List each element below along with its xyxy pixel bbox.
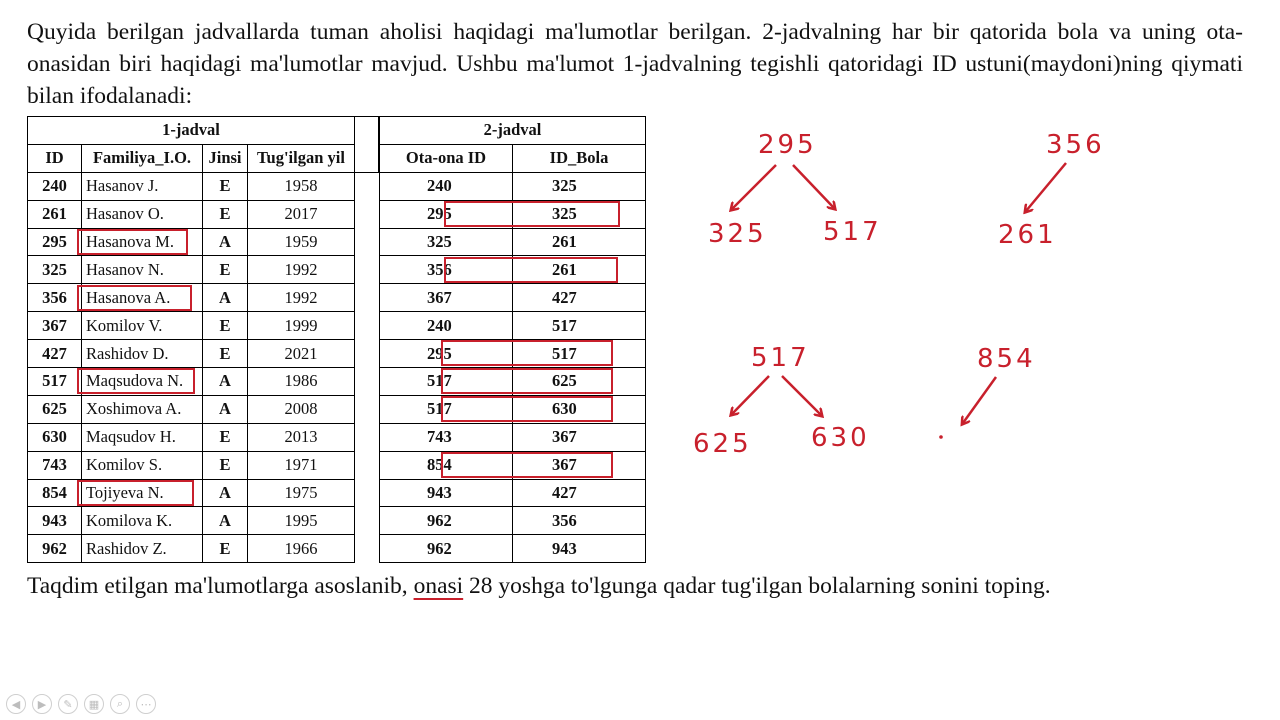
cell-birth-year: 1958 (248, 172, 355, 200)
tree-parent-label: 295 (758, 130, 817, 160)
col-header-parent-id: Ota-ona ID (380, 144, 513, 172)
underlined-word: onasi (413, 573, 464, 599)
cell-child-id: 261 (513, 228, 646, 256)
cell-parent-id: 517 (380, 368, 513, 396)
cell-name: Hasanova M. (82, 228, 203, 256)
ink-dot (939, 435, 943, 439)
tree-854 (939, 344, 1035, 439)
cell-id: 943 (28, 507, 82, 535)
cell-id: 517 (28, 368, 82, 396)
cell-gender: E (203, 340, 248, 368)
slideshow-toolbar (6, 694, 156, 714)
question-paragraph (27, 570, 1243, 602)
cell-gender: E (203, 535, 248, 563)
cell-parent-id: 295 (380, 340, 513, 368)
tree-parent-label: 517 (751, 343, 810, 373)
cell-child-id: 356 (513, 507, 646, 535)
cell-gender: E (203, 312, 248, 340)
cell-birth-year: 1992 (248, 256, 355, 284)
cell-parent-id: 295 (380, 200, 513, 228)
tree-517 (693, 343, 870, 459)
cell-parent-id: 356 (380, 256, 513, 284)
pen-icon[interactable]: ✎ (58, 694, 78, 714)
cell-name: Hasanova A. (82, 284, 203, 312)
cell-gender: A (203, 284, 248, 312)
tree-356 (998, 130, 1105, 250)
cell-child-id: 325 (513, 172, 646, 200)
tree-parent-label: 854 (977, 344, 1036, 374)
cell-birth-year: 1986 (248, 368, 355, 396)
cell-parent-id: 854 (380, 451, 513, 479)
cell-birth-year: 2008 (248, 395, 355, 423)
table-1-title: 1-jadval (28, 117, 355, 145)
cell-name: Komilova K. (82, 507, 203, 535)
cell-name: Rashidov Z. (82, 535, 203, 563)
cell-child-id: 325 (513, 200, 646, 228)
cell-parent-id: 325 (380, 228, 513, 256)
cell-gender: A (203, 368, 248, 396)
tree-child-label: 261 (998, 220, 1057, 250)
col-header-name: Familiya_I.O. (82, 144, 203, 172)
cell-id: 625 (28, 395, 82, 423)
cell-child-id: 517 (513, 312, 646, 340)
cell-birth-year: 1966 (248, 535, 355, 563)
cell-name: Maqsudova N. (82, 368, 203, 396)
question-text-end: 28 yoshga to'lgunga qadar tug'ilgan bolalarning sonini toping. (463, 573, 1051, 599)
tree-child-label: 630 (811, 423, 870, 453)
cell-child-id: 367 (513, 423, 646, 451)
cell-name: Hasanov J. (82, 172, 203, 200)
arrow (782, 376, 821, 415)
cell-name: Komilov V. (82, 312, 203, 340)
cell-name: Rashidov D. (82, 340, 203, 368)
cell-parent-id: 962 (380, 507, 513, 535)
tree-child-label: 625 (693, 429, 752, 459)
arrow (963, 377, 996, 423)
cell-name: Hasanov N. (82, 256, 203, 284)
cell-id: 962 (28, 535, 82, 563)
cell-birth-year: 2013 (248, 423, 355, 451)
cell-child-id: 630 (513, 395, 646, 423)
cell-gender: A (203, 507, 248, 535)
intro-paragraph: Quyida berilgan jadvallarda tuman aholisi haqidagi ma'lumotlar berilgan. 2-jadvalning har bir qatorida bola va uning ota-onasidan biri haqidagi ma'lumotlar mavjud. Ushbu ma'lumot 1-jadvalning tegishli qatoridagi ID ustuni(maydoni)ning qiymati bilan ifodalanadi: (27, 19, 1243, 109)
prev-icon[interactable]: ◀ (6, 694, 26, 714)
cell-child-id: 261 (513, 256, 646, 284)
tree-295 (708, 130, 882, 249)
cell-gender: A (203, 395, 248, 423)
cell-id: 367 (28, 312, 82, 340)
cell-birth-year: 2021 (248, 340, 355, 368)
cell-parent-id: 943 (380, 479, 513, 507)
cell-parent-id: 240 (380, 312, 513, 340)
cell-birth-year: 2017 (248, 200, 355, 228)
cell-id: 325 (28, 256, 82, 284)
cell-gender: E (203, 172, 248, 200)
cell-name: Hasanov O. (82, 200, 203, 228)
tree-parent-label: 356 (1046, 130, 1105, 160)
arrow (732, 376, 769, 414)
cell-child-id: 625 (513, 368, 646, 396)
cell-child-id: 367 (513, 451, 646, 479)
cell-id: 240 (28, 172, 82, 200)
cell-gender: A (203, 479, 248, 507)
cell-birth-year: 1971 (248, 451, 355, 479)
cell-parent-id: 962 (380, 535, 513, 563)
cell-gender: E (203, 423, 248, 451)
arrow (732, 165, 776, 209)
cell-birth-year: 1999 (248, 312, 355, 340)
cell-parent-id: 517 (380, 395, 513, 423)
more-icon[interactable]: ⋯ (136, 694, 156, 714)
cell-id: 261 (28, 200, 82, 228)
cell-name: Komilov S. (82, 451, 203, 479)
cell-birth-year: 1995 (248, 507, 355, 535)
cell-id: 854 (28, 479, 82, 507)
cell-name: Maqsudov H. (82, 423, 203, 451)
slides-icon[interactable]: ▦ (84, 694, 104, 714)
cell-id: 295 (28, 228, 82, 256)
cell-child-id: 943 (513, 535, 646, 563)
cell-child-id: 427 (513, 479, 646, 507)
cell-child-id: 517 (513, 340, 646, 368)
question-text-start: Taqdim etilgan ma'lumotlarga asoslanib, (27, 573, 414, 599)
col-header-id: ID (28, 144, 82, 172)
cell-birth-year: 1959 (248, 228, 355, 256)
tree-child-label: 517 (823, 217, 882, 247)
cell-birth-year: 1975 (248, 479, 355, 507)
cell-name: Xoshimova A. (82, 395, 203, 423)
cell-name: Tojiyeva N. (82, 479, 203, 507)
table-2-title: 2-jadval (380, 117, 646, 145)
col-header-gender: Jinsi (203, 144, 248, 172)
next-icon[interactable]: ▶ (32, 694, 52, 714)
cell-parent-id: 743 (380, 423, 513, 451)
arrow (1026, 163, 1066, 211)
cell-id: 743 (28, 451, 82, 479)
cell-id: 427 (28, 340, 82, 368)
cell-parent-id: 367 (380, 284, 513, 312)
cell-parent-id: 240 (380, 172, 513, 200)
cell-gender: E (203, 200, 248, 228)
cell-id: 630 (28, 423, 82, 451)
arrow (793, 165, 834, 208)
cell-child-id: 427 (513, 284, 646, 312)
tree-child-label: 325 (708, 219, 767, 249)
zoom-icon[interactable]: ⌕ (110, 694, 130, 714)
cell-id: 356 (28, 284, 82, 312)
col-header-birth-year: Tug'ilgan yil (248, 144, 355, 172)
col-header-child-id: ID_Bola (513, 144, 646, 172)
cell-gender: E (203, 451, 248, 479)
cell-gender: E (203, 256, 248, 284)
cell-birth-year: 1992 (248, 284, 355, 312)
cell-gender: A (203, 228, 248, 256)
